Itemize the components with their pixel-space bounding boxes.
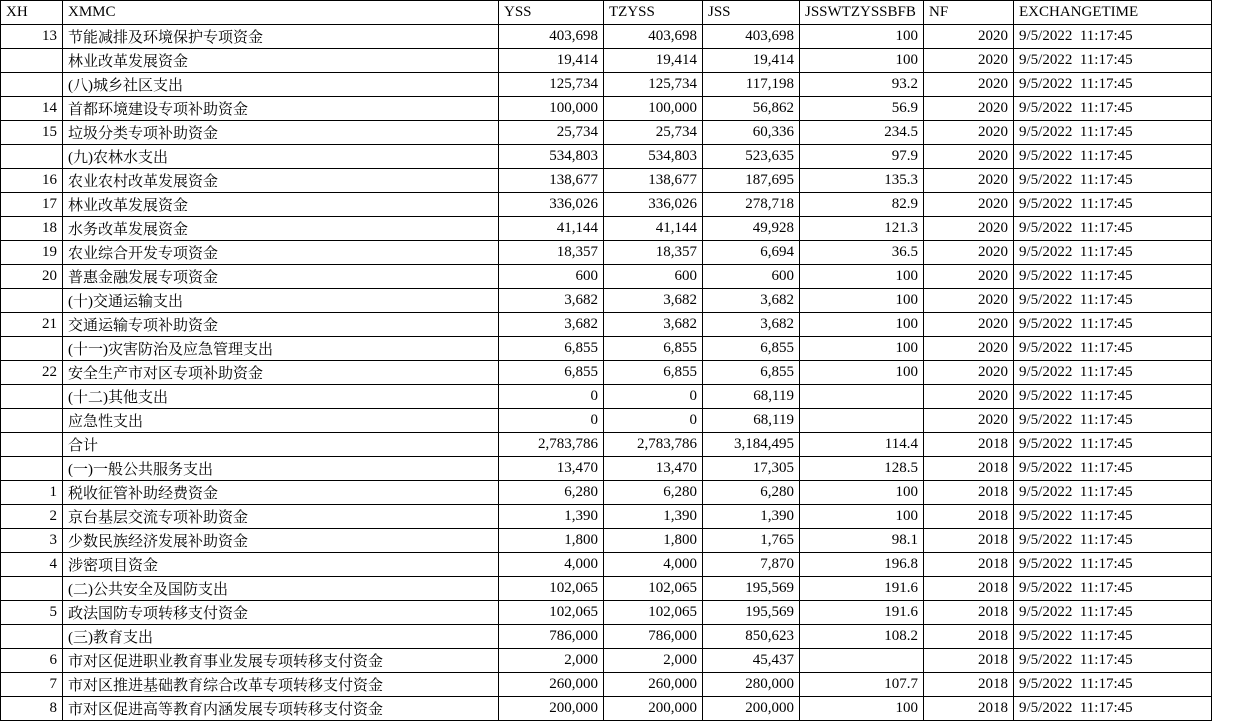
cell-xh: 3 (1, 529, 63, 553)
cell-jss: 1,765 (703, 529, 800, 553)
cell-yss: 18,357 (499, 241, 604, 265)
cell-xmmc: 交通运输专项补助资金 (63, 313, 499, 337)
cell-jss: 278,718 (703, 193, 800, 217)
cell-exchangetime: 9/5/2022 11:17:45 (1014, 649, 1212, 673)
cell-tzyss: 125,734 (604, 73, 703, 97)
cell-xh: 22 (1, 361, 63, 385)
cell-jss: 3,682 (703, 289, 800, 313)
cell-jss: 6,694 (703, 241, 800, 265)
table-row (1, 385, 1212, 409)
cell-xh: 2 (1, 505, 63, 529)
table-row (1, 577, 1212, 601)
cell-nf: 2020 (924, 361, 1014, 385)
table-row (1, 217, 1212, 241)
cell-jsswtzyssbfb: 36.5 (800, 241, 924, 265)
cell-nf: 2018 (924, 625, 1014, 649)
cell-tzyss: 534,803 (604, 145, 703, 169)
cell-xmmc: (十二)其他支出 (63, 385, 499, 409)
table-row (1, 361, 1212, 385)
cell-nf: 2020 (924, 49, 1014, 73)
cell-yss: 2,783,786 (499, 433, 604, 457)
cell-nf: 2020 (924, 337, 1014, 361)
cell-jsswtzyssbfb: 100 (800, 49, 924, 73)
cell-yss: 336,026 (499, 193, 604, 217)
cell-tzyss: 102,065 (604, 577, 703, 601)
cell-nf: 2018 (924, 601, 1014, 625)
cell-xmmc: 税收征管补助经费资金 (63, 481, 499, 505)
cell-xmmc: 水务改革发展资金 (63, 217, 499, 241)
cell-yss: 1,800 (499, 529, 604, 553)
cell-jsswtzyssbfb: 100 (800, 337, 924, 361)
cell-tzyss: 336,026 (604, 193, 703, 217)
cell-tzyss: 102,065 (604, 601, 703, 625)
cell-nf: 2020 (924, 217, 1014, 241)
cell-nf: 2018 (924, 529, 1014, 553)
cell-xh: 5 (1, 601, 63, 625)
cell-yss: 0 (499, 409, 604, 433)
cell-tzyss: 19,414 (604, 49, 703, 73)
cell-tzyss: 260,000 (604, 673, 703, 697)
cell-yss: 3,682 (499, 313, 604, 337)
cell-xmmc: 政法国防专项转移支付资金 (63, 601, 499, 625)
cell-yss: 138,677 (499, 169, 604, 193)
cell-xh: 16 (1, 169, 63, 193)
column-header-xh: XH (1, 1, 63, 25)
cell-yss: 25,734 (499, 121, 604, 145)
cell-tzyss: 1,390 (604, 505, 703, 529)
cell-jsswtzyssbfb: 100 (800, 265, 924, 289)
cell-yss: 0 (499, 385, 604, 409)
cell-xmmc: 首都环境建设专项补助资金 (63, 97, 499, 121)
cell-exchangetime: 9/5/2022 11:17:45 (1014, 193, 1212, 217)
cell-exchangetime: 9/5/2022 11:17:45 (1014, 481, 1212, 505)
cell-exchangetime: 9/5/2022 11:17:45 (1014, 73, 1212, 97)
cell-yss: 125,734 (499, 73, 604, 97)
cell-exchangetime: 9/5/2022 11:17:45 (1014, 553, 1212, 577)
column-header-yss: YSS (499, 1, 604, 25)
cell-xh: 14 (1, 97, 63, 121)
table-row (1, 433, 1212, 457)
table-row (1, 529, 1212, 553)
cell-tzyss: 3,682 (604, 289, 703, 313)
cell-jsswtzyssbfb: 97.9 (800, 145, 924, 169)
table-row (1, 241, 1212, 265)
table-row (1, 649, 1212, 673)
cell-tzyss: 0 (604, 409, 703, 433)
cell-yss: 13,470 (499, 457, 604, 481)
cell-tzyss: 100,000 (604, 97, 703, 121)
cell-xh: 1 (1, 481, 63, 505)
table-row (1, 337, 1212, 361)
cell-tzyss: 25,734 (604, 121, 703, 145)
cell-xmmc: 安全生产市对区专项补助资金 (63, 361, 499, 385)
cell-jss: 187,695 (703, 169, 800, 193)
cell-xmmc: 农业综合开发专项资金 (63, 241, 499, 265)
table-row (1, 457, 1212, 481)
cell-tzyss: 18,357 (604, 241, 703, 265)
cell-tzyss: 6,855 (604, 337, 703, 361)
cell-jss: 1,390 (703, 505, 800, 529)
cell-exchangetime: 9/5/2022 11:17:45 (1014, 121, 1212, 145)
cell-exchangetime: 9/5/2022 11:17:45 (1014, 49, 1212, 73)
cell-tzyss: 0 (604, 385, 703, 409)
cell-xh: 18 (1, 217, 63, 241)
cell-jsswtzyssbfb: 56.9 (800, 97, 924, 121)
cell-jss: 195,569 (703, 601, 800, 625)
cell-yss: 403,698 (499, 25, 604, 49)
cell-yss: 786,000 (499, 625, 604, 649)
cell-xmmc: 应急性支出 (63, 409, 499, 433)
cell-yss: 102,065 (499, 601, 604, 625)
cell-xmmc: (十)交通运输支出 (63, 289, 499, 313)
cell-jsswtzyssbfb (800, 385, 924, 409)
cell-tzyss: 6,280 (604, 481, 703, 505)
cell-yss: 19,414 (499, 49, 604, 73)
cell-exchangetime: 9/5/2022 11:17:45 (1014, 217, 1212, 241)
table-header-row (1, 1, 1212, 25)
cell-jsswtzyssbfb: 100 (800, 361, 924, 385)
cell-jsswtzyssbfb: 108.2 (800, 625, 924, 649)
cell-nf: 2020 (924, 169, 1014, 193)
cell-yss: 1,390 (499, 505, 604, 529)
cell-jss: 6,280 (703, 481, 800, 505)
cell-exchangetime: 9/5/2022 11:17:45 (1014, 457, 1212, 481)
cell-yss: 3,682 (499, 289, 604, 313)
cell-jsswtzyssbfb: 191.6 (800, 601, 924, 625)
cell-xh (1, 457, 63, 481)
cell-tzyss: 2,783,786 (604, 433, 703, 457)
cell-tzyss: 200,000 (604, 697, 703, 721)
cell-tzyss: 600 (604, 265, 703, 289)
table-row-partial (1, 697, 1212, 721)
cell-xmmc: 京台基层交流专项补助资金 (63, 505, 499, 529)
cell-jss: 195,569 (703, 577, 800, 601)
cell-jsswtzyssbfb: 128.5 (800, 457, 924, 481)
cell-xmmc: 垃圾分类专项补助资金 (63, 121, 499, 145)
column-header-exchangetime: EXCHANGETIME (1014, 1, 1212, 25)
table-row (1, 145, 1212, 169)
cell-jss: 200,000 (703, 697, 800, 721)
cell-jss: 68,119 (703, 385, 800, 409)
table-row (1, 505, 1212, 529)
cell-xmmc: 市对区促进高等教育内涵发展专项转移支付资金 (63, 697, 499, 721)
table-row (1, 265, 1212, 289)
cell-xh: 4 (1, 553, 63, 577)
cell-xh (1, 49, 63, 73)
cell-nf: 2020 (924, 385, 1014, 409)
cell-xh: 19 (1, 241, 63, 265)
cell-tzyss: 403,698 (604, 25, 703, 49)
cell-exchangetime: 9/5/2022 11:17:45 (1014, 697, 1212, 721)
cell-nf: 2018 (924, 457, 1014, 481)
cell-jsswtzyssbfb: 135.3 (800, 169, 924, 193)
table-row (1, 97, 1212, 121)
cell-nf: 2020 (924, 313, 1014, 337)
column-header-nf: NF (924, 1, 1014, 25)
cell-xmmc: 市对区推进基础教育综合改革专项转移支付资金 (63, 673, 499, 697)
cell-xmmc: 节能减排及环境保护专项资金 (63, 25, 499, 49)
cell-xmmc: (三)教育支出 (63, 625, 499, 649)
cell-nf: 2018 (924, 673, 1014, 697)
cell-exchangetime: 9/5/2022 11:17:45 (1014, 265, 1212, 289)
cell-jss: 7,870 (703, 553, 800, 577)
cell-jss: 280,000 (703, 673, 800, 697)
cell-jss: 403,698 (703, 25, 800, 49)
cell-jss: 523,635 (703, 145, 800, 169)
cell-xmmc: (九)农林水支出 (63, 145, 499, 169)
cell-xmmc: 普惠金融发展专项资金 (63, 265, 499, 289)
cell-nf: 2020 (924, 241, 1014, 265)
cell-yss: 4,000 (499, 553, 604, 577)
cell-jss: 6,855 (703, 361, 800, 385)
table-row (1, 673, 1212, 697)
cell-tzyss: 4,000 (604, 553, 703, 577)
cell-jsswtzyssbfb: 100 (800, 313, 924, 337)
cell-yss: 260,000 (499, 673, 604, 697)
cell-jsswtzyssbfb: 100 (800, 481, 924, 505)
cell-jsswtzyssbfb: 100 (800, 697, 924, 721)
cell-exchangetime: 9/5/2022 11:17:45 (1014, 409, 1212, 433)
cell-xmmc: (八)城乡社区支出 (63, 73, 499, 97)
cell-yss: 600 (499, 265, 604, 289)
cell-xmmc: 合计 (63, 433, 499, 457)
cell-tzyss: 1,800 (604, 529, 703, 553)
cell-xh: 6 (1, 649, 63, 673)
cell-jsswtzyssbfb: 98.1 (800, 529, 924, 553)
cell-yss: 2,000 (499, 649, 604, 673)
table-row (1, 169, 1212, 193)
cell-nf: 2020 (924, 73, 1014, 97)
cell-jss: 60,336 (703, 121, 800, 145)
cell-xmmc: 林业改革发展资金 (63, 49, 499, 73)
cell-xh (1, 433, 63, 457)
cell-xh (1, 145, 63, 169)
cell-yss: 102,065 (499, 577, 604, 601)
cell-nf: 2018 (924, 697, 1014, 721)
cell-exchangetime: 9/5/2022 11:17:45 (1014, 625, 1212, 649)
cell-xh (1, 409, 63, 433)
cell-jsswtzyssbfb: 100 (800, 25, 924, 49)
cell-nf: 2018 (924, 553, 1014, 577)
cell-jsswtzyssbfb: 114.4 (800, 433, 924, 457)
cell-yss: 41,144 (499, 217, 604, 241)
table-body (1, 25, 1212, 721)
cell-xh (1, 289, 63, 313)
cell-jss: 600 (703, 265, 800, 289)
cell-tzyss: 3,682 (604, 313, 703, 337)
cell-yss: 200,000 (499, 697, 604, 721)
cell-xmmc: 少数民族经济发展补助资金 (63, 529, 499, 553)
column-header-jsswtzyssbfb: JSSWTZYSSBFB (800, 1, 924, 25)
column-header-jss: JSS (703, 1, 800, 25)
cell-jss: 3,184,495 (703, 433, 800, 457)
cell-xh (1, 73, 63, 97)
cell-nf: 2018 (924, 505, 1014, 529)
cell-jss: 117,198 (703, 73, 800, 97)
cell-jss: 850,623 (703, 625, 800, 649)
cell-xmmc: 林业改革发展资金 (63, 193, 499, 217)
cell-exchangetime: 9/5/2022 11:17:45 (1014, 673, 1212, 697)
cell-xmmc: 农业农村改革发展资金 (63, 169, 499, 193)
cell-jsswtzyssbfb: 93.2 (800, 73, 924, 97)
table-row (1, 409, 1212, 433)
cell-xh: 17 (1, 193, 63, 217)
cell-tzyss: 13,470 (604, 457, 703, 481)
cell-exchangetime: 9/5/2022 11:17:45 (1014, 97, 1212, 121)
cell-nf: 2020 (924, 289, 1014, 313)
cell-xh: 7 (1, 673, 63, 697)
table-row (1, 553, 1212, 577)
cell-nf: 2018 (924, 649, 1014, 673)
cell-jsswtzyssbfb (800, 409, 924, 433)
cell-tzyss: 41,144 (604, 217, 703, 241)
cell-jsswtzyssbfb: 121.3 (800, 217, 924, 241)
table-row (1, 481, 1212, 505)
cell-exchangetime: 9/5/2022 11:17:45 (1014, 385, 1212, 409)
cell-yss: 100,000 (499, 97, 604, 121)
cell-jsswtzyssbfb: 100 (800, 289, 924, 313)
cell-nf: 2020 (924, 193, 1014, 217)
cell-jss: 68,119 (703, 409, 800, 433)
column-header-tzyss: TZYSS (604, 1, 703, 25)
cell-xh: 15 (1, 121, 63, 145)
table-row (1, 625, 1212, 649)
table-row (1, 49, 1212, 73)
cell-exchangetime: 9/5/2022 11:17:45 (1014, 145, 1212, 169)
cell-exchangetime: 9/5/2022 11:17:45 (1014, 313, 1212, 337)
cell-nf: 2020 (924, 121, 1014, 145)
cell-nf: 2020 (924, 25, 1014, 49)
cell-tzyss: 138,677 (604, 169, 703, 193)
cell-nf: 2020 (924, 265, 1014, 289)
cell-yss: 534,803 (499, 145, 604, 169)
cell-xmmc: 市对区促进职业教育事业发展专项转移支付资金 (63, 649, 499, 673)
cell-tzyss: 6,855 (604, 361, 703, 385)
cell-xh: 20 (1, 265, 63, 289)
cell-tzyss: 2,000 (604, 649, 703, 673)
cell-exchangetime: 9/5/2022 11:17:45 (1014, 361, 1212, 385)
cell-jsswtzyssbfb: 191.6 (800, 577, 924, 601)
cell-exchangetime: 9/5/2022 11:17:45 (1014, 25, 1212, 49)
cell-jsswtzyssbfb: 107.7 (800, 673, 924, 697)
cell-yss: 6,280 (499, 481, 604, 505)
cell-yss: 6,855 (499, 337, 604, 361)
cell-nf: 2018 (924, 433, 1014, 457)
cell-jsswtzyssbfb (800, 649, 924, 673)
cell-exchangetime: 9/5/2022 11:17:45 (1014, 529, 1212, 553)
column-header-xmmc: XMMC (63, 1, 499, 25)
cell-jsswtzyssbfb: 234.5 (800, 121, 924, 145)
table-row (1, 313, 1212, 337)
cell-xh (1, 577, 63, 601)
cell-jss: 17,305 (703, 457, 800, 481)
table-row (1, 193, 1212, 217)
table-row (1, 73, 1212, 97)
cell-exchangetime: 9/5/2022 11:17:45 (1014, 433, 1212, 457)
cell-exchangetime: 9/5/2022 11:17:45 (1014, 169, 1212, 193)
cell-xmmc: (一)一般公共服务支出 (63, 457, 499, 481)
cell-nf: 2020 (924, 97, 1014, 121)
table-row (1, 25, 1212, 49)
cell-xmmc: (二)公共安全及国防支出 (63, 577, 499, 601)
cell-xh (1, 337, 63, 361)
table-row (1, 601, 1212, 625)
cell-xh (1, 385, 63, 409)
cell-xmmc: (十一)灾害防治及应急管理支出 (63, 337, 499, 361)
cell-jsswtzyssbfb: 82.9 (800, 193, 924, 217)
cell-jss: 3,682 (703, 313, 800, 337)
cell-exchangetime: 9/5/2022 11:17:45 (1014, 601, 1212, 625)
cell-xh: 21 (1, 313, 63, 337)
table-row (1, 121, 1212, 145)
cell-exchangetime: 9/5/2022 11:17:45 (1014, 241, 1212, 265)
table-row (1, 289, 1212, 313)
cell-xh: 8 (1, 697, 63, 721)
cell-nf: 2018 (924, 577, 1014, 601)
cell-jss: 19,414 (703, 49, 800, 73)
cell-xh: 13 (1, 25, 63, 49)
cell-nf: 2020 (924, 145, 1014, 169)
cell-xh (1, 625, 63, 649)
cell-tzyss: 786,000 (604, 625, 703, 649)
cell-yss: 6,855 (499, 361, 604, 385)
cell-jss: 56,862 (703, 97, 800, 121)
cell-nf: 2020 (924, 409, 1014, 433)
cell-exchangetime: 9/5/2022 11:17:45 (1014, 577, 1212, 601)
cell-exchangetime: 9/5/2022 11:17:45 (1014, 337, 1212, 361)
cell-jsswtzyssbfb: 100 (800, 505, 924, 529)
cell-jss: 6,855 (703, 337, 800, 361)
cell-exchangetime: 9/5/2022 11:17:45 (1014, 505, 1212, 529)
cell-exchangetime: 9/5/2022 11:17:45 (1014, 289, 1212, 313)
cell-jss: 45,437 (703, 649, 800, 673)
cell-xmmc: 涉密项目资金 (63, 553, 499, 577)
cell-jss: 49,928 (703, 217, 800, 241)
cell-jsswtzyssbfb: 196.8 (800, 553, 924, 577)
cell-nf: 2018 (924, 481, 1014, 505)
